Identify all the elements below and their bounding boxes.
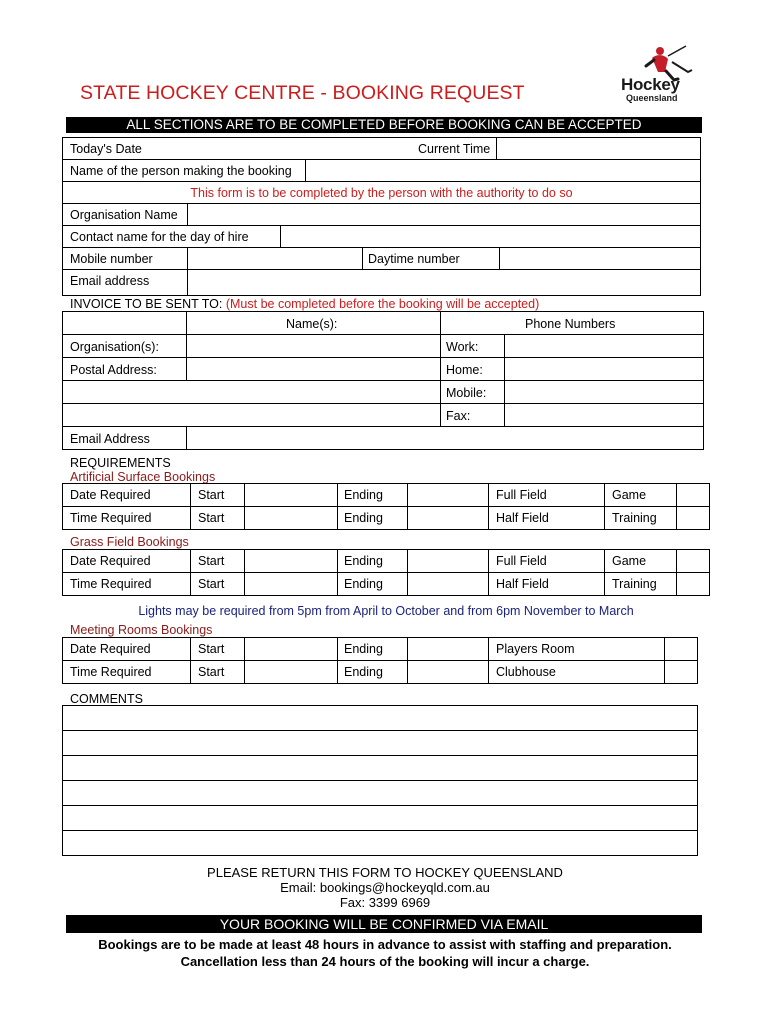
logo-wordmark: Hockey [621, 75, 680, 94]
grass-half-field-label: Half Field [496, 577, 549, 591]
clubhouse-label: Clubhouse [496, 665, 556, 679]
artificial-time-start-field[interactable] [245, 507, 337, 529]
current-time-label: Current Time [418, 142, 491, 156]
daytime-number-label: Daytime number [368, 252, 460, 266]
organisations-label: Organisation(s): [70, 340, 159, 354]
requirements-banner: ALL SECTIONS ARE TO BE COMPLETED BEFORE BOOKING CAN BE ACCEPTED [66, 117, 702, 133]
logo-subtitle: Queensland [626, 93, 678, 103]
organisations-field[interactable] [187, 335, 440, 357]
meeting-time-label: Time Required [70, 665, 152, 679]
grass-time-start-field[interactable] [245, 573, 337, 595]
grass-full-field-label: Full Field [496, 554, 547, 568]
meeting-time-ending-field[interactable] [408, 661, 488, 683]
meeting-rooms-heading: Meeting Rooms Bookings [70, 623, 213, 637]
artificial-time-label: Time Required [70, 511, 152, 525]
artificial-date-start-field[interactable] [245, 484, 337, 506]
requirements-heading: REQUIREMENTS [70, 456, 171, 470]
meeting-date-start-field[interactable] [245, 638, 337, 660]
cancellation-notice: Cancellation less than 24 hours of the booking will incur a charge. [180, 954, 590, 969]
grass-time-label: Time Required [70, 577, 152, 591]
artificial-start-label: Start [198, 488, 225, 502]
todays-date-field[interactable] [80, 138, 410, 159]
meeting-date-label: Date Required [70, 642, 151, 656]
email-address-label: Email address [70, 274, 150, 288]
invoice-heading-note: (Must be completed before the booking will be accepted) [225, 297, 540, 311]
invoice-email-field[interactable] [187, 427, 703, 449]
artificial-full-field-label: Full Field [496, 488, 547, 502]
home-phone-field[interactable] [505, 358, 703, 380]
contact-name-label: Contact name for the day of hire [70, 230, 249, 244]
grass-training-checkbox[interactable] [677, 573, 709, 595]
advance-booking-notice: Bookings are to be made at least 48 hours in advance to assist with staffing and preparation. [98, 937, 672, 952]
players-room-label: Players Room [496, 642, 575, 656]
invoice-heading-text: INVOICE TO BE SENT TO: [70, 297, 223, 311]
artificial-ending-label: Ending [344, 511, 383, 525]
grass-time-ending-field[interactable] [408, 573, 488, 595]
return-form-line: PLEASE RETURN THIS FORM TO HOCKEY QUEENSLAND [207, 865, 563, 880]
grass-ending-label: Ending [344, 577, 383, 591]
grass-start-label: Start [198, 554, 225, 568]
mobile-phone-label: Mobile: [446, 386, 487, 400]
artificial-game-checkbox[interactable] [677, 484, 709, 506]
clubhouse-checkbox[interactable] [665, 661, 697, 683]
daytime-number-field[interactable] [500, 248, 700, 269]
fax-label: Fax: [446, 409, 471, 423]
grass-date-label: Date Required [70, 554, 151, 568]
work-phone-field[interactable] [505, 335, 703, 357]
mobile-phone-field[interactable] [505, 381, 703, 403]
artificial-half-field-label: Half Field [496, 511, 549, 525]
grass-date-start-field[interactable] [245, 550, 337, 572]
artificial-start-label: Start [198, 511, 225, 525]
grass-game-checkbox[interactable] [677, 550, 709, 572]
artificial-training-label: Training [612, 511, 657, 525]
invoice-phones-header: Phone Numbers [525, 317, 616, 331]
artificial-time-ending-field[interactable] [408, 507, 488, 529]
grass-field-heading: Grass Field Bookings [70, 535, 189, 549]
email-address-field[interactable] [188, 270, 700, 295]
meeting-date-ending-field[interactable] [408, 638, 488, 660]
organisation-name-label: Organisation Name [70, 208, 178, 222]
grass-start-label: Start [198, 577, 225, 591]
meeting-start-label: Start [198, 665, 225, 679]
artificial-surface-heading: Artificial Surface Bookings [70, 470, 216, 484]
page-title: STATE HOCKEY CENTRE - BOOKING REQUEST [80, 82, 525, 104]
mobile-number-field[interactable] [188, 248, 362, 269]
postal-address-continued-field[interactable] [63, 381, 440, 426]
return-fax-line: Fax: 3399 6969 [339, 895, 431, 910]
grass-ending-label: Ending [344, 554, 383, 568]
mobile-number-label: Mobile number [70, 252, 153, 266]
work-phone-label: Work: [446, 340, 479, 354]
invoice-names-header: Name(s): [286, 317, 338, 331]
meeting-ending-label: Ending [344, 665, 383, 679]
meeting-time-start-field[interactable] [245, 661, 337, 683]
postal-address-label: Postal Address: [70, 363, 157, 377]
artificial-date-ending-field[interactable] [408, 484, 488, 506]
invoice-heading [70, 297, 539, 311]
artificial-game-label: Game [612, 488, 647, 502]
todays-date-label: Today's Date [70, 142, 142, 156]
fax-field[interactable] [505, 404, 703, 426]
grass-game-label: Game [612, 554, 647, 568]
comments-heading: COMMENTS [70, 692, 143, 706]
lights-note: Lights may be required from 5pm from April to October and from 6pm November to March [138, 604, 634, 618]
confirmation-banner: YOUR BOOKING WILL BE CONFIRMED VIA EMAIL [66, 915, 702, 933]
current-time-field[interactable] [497, 138, 700, 159]
authority-note: This form is to be completed by the person with the authority to do so [190, 186, 573, 200]
postal-address-field[interactable] [187, 358, 440, 380]
return-email-line: Email: bookings@hockeyqld.com.au [280, 880, 490, 895]
contact-name-field[interactable] [281, 226, 700, 247]
artificial-date-label: Date Required [70, 488, 151, 502]
meeting-start-label: Start [198, 642, 225, 656]
grass-training-label: Training [612, 577, 657, 591]
players-room-checkbox[interactable] [665, 638, 697, 660]
invoice-email-label: Email Address [70, 432, 150, 446]
person-name-label: Name of the person making the booking [70, 164, 292, 178]
meeting-ending-label: Ending [344, 642, 383, 656]
home-phone-label: Home: [446, 363, 483, 377]
artificial-ending-label: Ending [344, 488, 383, 502]
artificial-training-checkbox[interactable] [677, 507, 709, 529]
person-name-field[interactable] [306, 160, 700, 181]
organisation-name-field[interactable] [188, 204, 700, 225]
grass-date-ending-field[interactable] [408, 550, 488, 572]
